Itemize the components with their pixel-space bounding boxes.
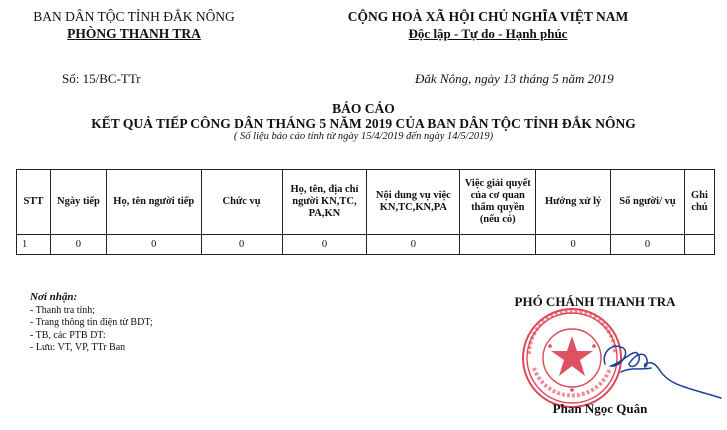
date-line: Đăk Nông, ngày 13 tháng 5 năm 2019 — [415, 71, 614, 86]
recipient-item: - TB, các PTB DT: — [30, 329, 106, 341]
national-motto: Độc lập - Tự do - Hạnh phúc — [408, 26, 568, 41]
document-number: Số: 15/BC-TTr — [62, 71, 141, 86]
recipient-item: - Lưu: VT, VP, TTr Ban — [30, 342, 126, 353]
report-title — [0, 101, 727, 131]
cell-date: 0 — [50, 235, 106, 255]
header-authority-resolution: Việc giải quyết của cơ quan thẩm quyền (nếu có) — [460, 170, 536, 235]
cell-position: 0 — [201, 235, 282, 255]
header-position: Chức vụ — [201, 170, 282, 235]
recipients-heading: Nơi nhận: — [30, 291, 78, 303]
header-case-content: Nội dung vụ việc KN,TC,KN,PA — [367, 170, 460, 235]
signer-title: PHÓ CHÁNH THANH TRA — [514, 294, 676, 309]
agency-header — [14, 8, 254, 42]
cell-stt: 1 — [17, 235, 51, 255]
header-receiver: Họ, tên người tiếp — [106, 170, 201, 235]
cell-receiver: 0 — [106, 235, 201, 255]
cell-people-cases: 0 — [611, 235, 685, 255]
recipient-item: - Trang thông tin điện tử BDT; — [30, 317, 153, 328]
header-date: Ngày tiếp — [50, 170, 106, 235]
report-table — [16, 169, 715, 255]
report-title-line1: BÁO CÁO — [332, 101, 395, 116]
cell-handling: 0 — [536, 235, 611, 255]
header-people-cases: Số người/ vụ — [611, 170, 685, 235]
cell-authority-resolution — [460, 235, 536, 255]
table-row — [17, 235, 715, 255]
national-header — [328, 8, 648, 42]
table-header-row — [17, 170, 715, 235]
cell-complainant: 0 — [282, 235, 367, 255]
header-complainant: Họ, tên, địa chỉ người KN,TC, PA,KN — [282, 170, 367, 235]
nation-name: CỘNG HOÀ XÃ HỘI CHỦ NGHĨA VIỆT NAM — [347, 9, 629, 24]
recipient-item: - Thanh tra tỉnh; — [30, 304, 96, 316]
cell-notes — [684, 235, 714, 255]
report-title-line2: KẾT QUẢ TIẾP CÔNG DÂN THÁNG 5 NĂM 2019 CỦA BAN DÂN TỘC TỈNH ĐẮK NÔNG — [91, 116, 636, 131]
agency-name: BAN DÂN TỘC TỈNH ĐẮK NÔNG — [33, 9, 235, 24]
recipients-block — [30, 291, 153, 355]
header-handling: Hướng xử lý — [536, 170, 611, 235]
cell-case-content: 0 — [367, 235, 460, 255]
department-name: PHÒNG THANH TRA — [67, 26, 201, 41]
header-notes: Ghi chú — [684, 170, 714, 235]
signer-name: Phan Ngọc Quân — [552, 401, 648, 416]
header-stt: STT — [17, 170, 51, 235]
handwritten-signature — [585, 320, 725, 400]
report-period-note: ( Số liệu báo cáo tính từ ngày 15/4/2019 đến ngày 14/5/2019) — [233, 131, 494, 142]
